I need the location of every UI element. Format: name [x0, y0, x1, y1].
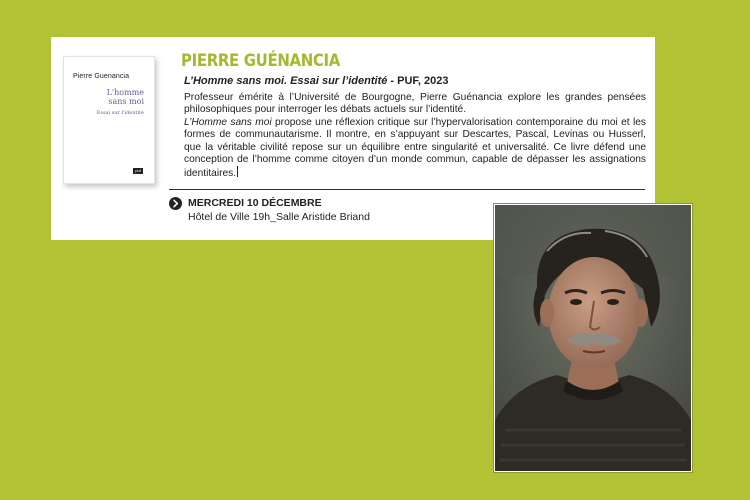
book-cover-title-line2: sans moi — [108, 97, 144, 106]
description-book-title: L’Homme sans moi — [184, 116, 272, 128]
book-cover-title-line1: L'homme — [106, 88, 144, 97]
book-separator: - — [387, 75, 398, 87]
event-date: MERCREDI 10 DÉCEMBRE — [188, 197, 322, 209]
description-text: propose une réflexion critique sur l’hypervalorisation contemporaine du moi et les formes de communautarisme. Il montre, en s’appuyant sur Descartes, Pascal, Levinas ou Husserl, que la véritable civilité repose sur un équilibre entre singularité et universalité. Ce livre défend une conception de l’homme comme citoyen d’un monde commun, capable de dépasser les assignations identitaires. — [184, 116, 647, 180]
text-cursor — [237, 166, 238, 177]
book-cover-subtitle: Essai sur l'identité — [96, 110, 144, 116]
author-photo — [494, 204, 692, 472]
description-paragraph-1: Professeur émérite à l’Université de Bourgogne, Pierre Guénancia explore les grandes pensées philosophiques pour interroger les débats actuels sur l’identité. — [184, 92, 646, 116]
publisher-logo: puf — [133, 168, 143, 174]
book-publisher-year: PUF, 2023 — [397, 75, 449, 87]
book-cover-author: Pierre Guenancia — [73, 73, 130, 80]
book-cover-title — [107, 88, 144, 106]
book-title: L’Homme sans moi. Essai sur l’identité — [184, 75, 388, 87]
arrow-circle-right-icon — [169, 197, 182, 210]
book-cover — [63, 56, 155, 184]
book-reference — [184, 75, 449, 87]
author-name: PIERRE GUÉNANCIA — [181, 51, 340, 71]
book-description — [184, 92, 646, 181]
description-paragraph-2 — [184, 117, 646, 181]
divider — [169, 189, 645, 190]
event-place: Hôtel de Ville 19h_Salle Aristide Briand — [188, 211, 370, 223]
author-portrait-image — [495, 205, 691, 471]
